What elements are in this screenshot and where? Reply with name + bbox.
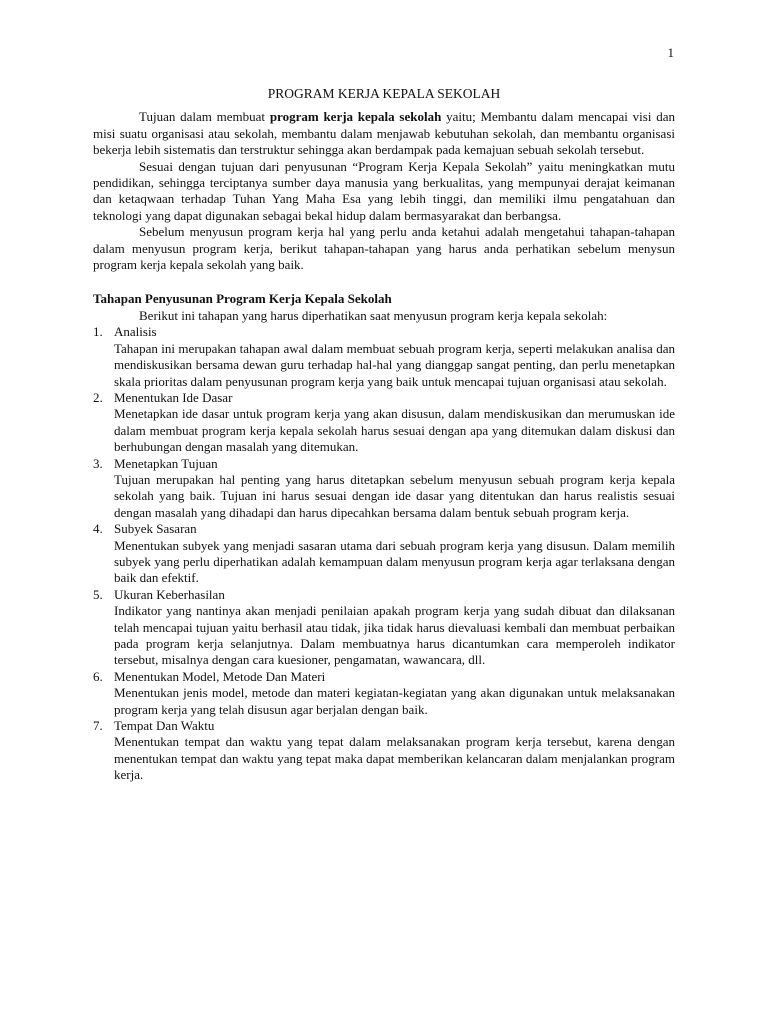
section-heading: Tahapan Penyusunan Program Kerja Kepala Sekolah (93, 291, 392, 307)
intro-p1-post: yaitu; Membantu dalam mencapai visi dan misi suatu organisasi atau sekolah, membantu dalam menjawab kebutuhan sekolah, dan membantu organisasi bekerja lebih sistematis dan terstruktur sehingga akan berdampak pada kemajuan sebuah sekolah tersebut. (93, 109, 675, 158)
list-item-title: Menentukan Ide Dasar (114, 389, 233, 405)
list-item-title: Ukuran Keberhasilan (114, 586, 225, 602)
document-title: PROGRAM KERJA KEPALA SEKOLAH (267, 86, 501, 101)
list-item-description: Menentukan subyek yang menjadi sasaran utama dari sebuah program kerja yang disusun. Dalam memilih subyek yang perlu diperhatikan adalah kemampuan dalam menyusun program kerja agar terlaksana dengan baik dan efektif. (114, 537, 675, 586)
list-item-title: Tempat Dan Waktu (114, 718, 215, 734)
list-item-description: Tujuan merupakan hal penting yang harus ditetapkan sebelum menyusun sebuah program kerja kepala sekolah yang baik. Tujuan ini harus sesuai dengan ide dasar yang ditentukan dan harus realistis sesuai dengan masalah yang dihadapi dan harus dipecahkan bersama dalam bentuk sebuah program kerja. (114, 471, 675, 520)
intro-p1-pre: Tujuan dalam membuat (139, 109, 270, 125)
list-item-description: Menentukan jenis model, metode dan materi kegiatan-kegiatan yang akan digunakan untuk melaksanakan program kerja yang telah disusun agar berjalan dengan baik. (114, 685, 675, 717)
list-item-number: 5. (93, 586, 103, 602)
document-body (93, 86, 675, 784)
list-item (93, 324, 675, 390)
list-item-description: Menentukan tempat dan waktu yang tepat dalam melaksanakan program kerja tersebut, karena dengan menentukan tempat dan waktu yang tepat maka dapat memberikan kelancaran dalam menjalankan program kerja. (114, 734, 675, 783)
list-item-description: Menetapkan ide dasar untuk program kerja yang akan disusun, dalam mendiskusikan dan merumuskan ide dalam membuat program kerja kepala sekolah harus sesuai dengan apa yang ditemukan dalam diskusi dan berhubungan dengan masalah yang ditemukan. (114, 406, 675, 455)
intro-paragraph-2: Sesuai dengan tujuan dari penyusunan “Program Kerja Kepala Sekolah” yaitu meningkatkan mutu pendidikan, sehingga terciptanya sumber daya manusia yang berkualitas, yang mempunyai derajat keimanan dan ketaqwaan terhadap Tuhan Yang Maha Esa yang lebih tinggi, dan memiliki ilmu pengatahuan dan teknologi yang dapat digunakan sebagai bekal hidup dalam bermasyarakat dan berbangsa. (93, 158, 675, 223)
list-item (93, 456, 675, 522)
intro-paragraph-3: Sebelum menyusun program kerja hal yang perlu anda ketahui adalah mengetahui tahapan-tahapan dalam menyusun program kerja, berikut tahapan-tahapan yang harus anda perhatikan sebelum menysun program kerja kepala sekolah yang baik. (93, 224, 675, 273)
list-item (93, 390, 675, 456)
list-item-description: Tahapan ini merupakan tahapan awal dalam membuat sebuah program kerja, seperti melakukan analisa dan mendiskusikan bersama dewan guru terhadap hal-hal yang dianggap sangat penting, dan perlu menetapkan skala prioritas dalam penyusunan program kerja yang baik untuk mencapai tujuan organisasi atau sekolah. (114, 340, 675, 389)
list-item-title: Subyek Sasaran (114, 521, 197, 537)
list-item-title: Analisis (114, 324, 157, 340)
list-item-description: Indikator yang nantinya akan menjadi penilaian apakah program kerja yang sudah dibuat dan dilaksanan telah mencapai tujuan yaitu berhasil atau tidak, jika tidak harus dievaluasi kembali dan membuat perbaikan pada program kerja selanjutnya. Dalam membuatnya harus dicantumkan cara memperoleh indikator tersebut, misalnya dengan cara kuesioner, pengamatan, wawancara, dll. (114, 603, 675, 668)
steps-list (93, 324, 675, 783)
intro-paragraph-1 (93, 109, 675, 158)
list-item-number: 7. (93, 718, 103, 734)
section-lead: Berikut ini tahapan yang harus diperhatikan saat menyusun program kerja kepala sekolah: (139, 307, 608, 323)
page-number: 1 (667, 45, 674, 60)
list-item-number: 4. (93, 521, 103, 537)
intro-p1-bold: program kerja kepala sekolah (269, 109, 442, 125)
list-item (93, 587, 675, 669)
list-item (93, 669, 675, 718)
list-item (93, 718, 675, 784)
list-item-number: 6. (93, 668, 103, 684)
list-item-title: Menentukan Model, Metode Dan Materi (114, 668, 326, 684)
list-item-title: Menetapkan Tujuan (114, 455, 218, 471)
list-item-number: 3. (93, 455, 103, 471)
list-item-number: 1. (93, 324, 103, 340)
list-item (93, 521, 675, 587)
list-item-number: 2. (93, 389, 103, 405)
